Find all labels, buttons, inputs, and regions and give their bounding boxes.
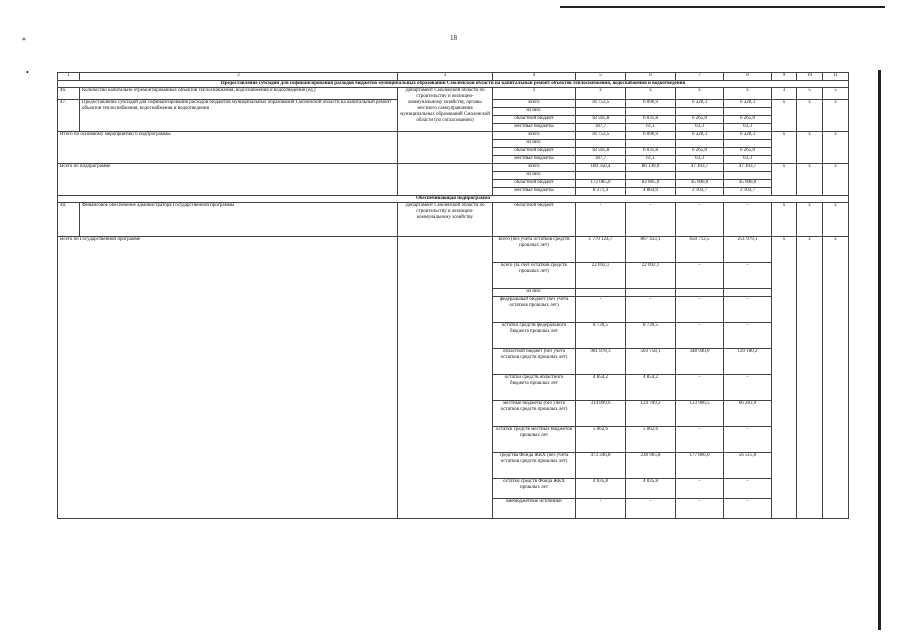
value: 348 940,0 bbox=[676, 349, 724, 375]
indicator: х bbox=[772, 237, 797, 519]
row-num: 48. bbox=[58, 203, 80, 237]
value: 123 906,5 bbox=[676, 401, 724, 427]
value: - bbox=[724, 479, 772, 499]
value: 4 064,0 bbox=[626, 188, 676, 196]
program-table bbox=[57, 72, 849, 519]
value: - bbox=[676, 263, 724, 289]
value bbox=[626, 108, 676, 116]
value: - bbox=[626, 499, 676, 519]
value bbox=[724, 289, 772, 297]
value: 177 866,0 bbox=[676, 453, 724, 479]
row-name: Всего по подпрограмме bbox=[58, 164, 398, 196]
value bbox=[676, 108, 724, 116]
source: областной бюджет bbox=[493, 116, 576, 124]
indicator: х bbox=[797, 164, 823, 196]
right-edge-bar bbox=[878, 70, 881, 630]
source: средства Фонда ЖКХ (без учета остатков средств прошлых лет) bbox=[493, 453, 576, 479]
row-name: Предоставление субсидий для софинансирования расходов бюджетов муниципальных образований Смоленской области на капитальный ремонт объектов теплоснабжения, водоснабжения и водоотведения bbox=[80, 100, 398, 132]
row-name: Финансовое обеспечение администратора Государственной программы bbox=[80, 203, 398, 237]
col-num: 3 bbox=[398, 73, 493, 81]
indicator: х bbox=[797, 100, 823, 132]
source: всего (без учета остатков средств прошлых лет) bbox=[493, 237, 576, 263]
value bbox=[676, 140, 724, 148]
value bbox=[626, 172, 676, 180]
source: из них: bbox=[493, 108, 576, 116]
col-num: 1 bbox=[58, 73, 80, 81]
value: 45 000,0 bbox=[676, 180, 724, 188]
indicator: х bbox=[823, 164, 849, 196]
col-num: 11 bbox=[823, 73, 849, 81]
table-row bbox=[58, 132, 849, 140]
value: 129 180,2 bbox=[724, 349, 772, 375]
source: из них: bbox=[493, 140, 576, 148]
source: областной бюджет bbox=[493, 180, 576, 188]
value: 22 692,1 bbox=[576, 263, 626, 289]
executor-empty bbox=[398, 164, 493, 196]
value: 867 433,1 bbox=[626, 237, 676, 263]
indicator: х bbox=[823, 100, 849, 132]
value: 6 265,0 bbox=[724, 148, 772, 156]
value: 503 758,1 bbox=[626, 349, 676, 375]
indicator: 5 bbox=[797, 88, 823, 100]
value bbox=[626, 289, 676, 297]
value: - bbox=[724, 297, 772, 323]
value: 6 265,0 bbox=[676, 116, 724, 124]
header-row bbox=[58, 73, 849, 81]
col-num: 2 bbox=[80, 73, 398, 81]
source: всего bbox=[493, 164, 576, 172]
value: - bbox=[676, 479, 724, 499]
col-num: 5 bbox=[576, 73, 626, 81]
value: 61,1 bbox=[626, 156, 676, 164]
value bbox=[576, 108, 626, 116]
value: 63,3 bbox=[676, 156, 724, 164]
indicator: х bbox=[797, 203, 823, 237]
source: местные бюджеты bbox=[493, 156, 576, 164]
value: 251 979,1 bbox=[724, 237, 772, 263]
value: 18 565,8 bbox=[576, 116, 626, 124]
section-title: Обеспечивающая подпрограмма bbox=[58, 196, 849, 203]
indicator: х bbox=[772, 203, 797, 237]
indicator: х bbox=[772, 132, 797, 164]
value bbox=[626, 140, 676, 148]
value: - bbox=[576, 203, 626, 237]
source: остатки средств федерального бюджета прошлых лет bbox=[493, 323, 576, 349]
indicator: х bbox=[823, 237, 849, 519]
value: 2 103,7 bbox=[676, 188, 724, 196]
value: 6 035,8 bbox=[626, 116, 676, 124]
value bbox=[724, 172, 772, 180]
source: всего bbox=[493, 132, 576, 140]
value: 4 035,8 bbox=[626, 479, 676, 499]
row-name: Итого по основному мероприятию 6 подпрограммы bbox=[58, 132, 398, 164]
executor: Департамент Смоленской области по строительству и жилищно-коммунальному хозяйству bbox=[398, 203, 493, 237]
value: 5 062,6 bbox=[576, 427, 626, 453]
value: 6 096,9 bbox=[626, 132, 676, 140]
value bbox=[724, 140, 772, 148]
indicator: х bbox=[797, 132, 823, 164]
source: остатки средств Фонда ЖКХ прошлых лет bbox=[493, 479, 576, 499]
value: 47 103,7 bbox=[676, 164, 724, 172]
value: 8 739,5 bbox=[576, 323, 626, 349]
row-num: 47. bbox=[58, 100, 80, 132]
value: 18 753,5 bbox=[576, 100, 626, 108]
table-row bbox=[58, 203, 849, 237]
value: 18 753,5 bbox=[576, 132, 626, 140]
source: из них: bbox=[493, 289, 576, 297]
col-num: 8 bbox=[724, 73, 772, 81]
indicator: х bbox=[772, 100, 797, 132]
value: - bbox=[724, 323, 772, 349]
source: местные бюджеты (без учета остатков средств прошлых лет) bbox=[493, 401, 576, 427]
source: внебюджетные источники bbox=[493, 499, 576, 519]
value: - bbox=[676, 499, 724, 519]
value: 18 565,8 bbox=[576, 148, 626, 156]
source: местные бюджеты bbox=[493, 188, 576, 196]
value bbox=[676, 289, 724, 297]
indicator: 3 bbox=[772, 88, 797, 100]
value: 8 271,4 bbox=[576, 188, 626, 196]
value: 6 265,0 bbox=[676, 148, 724, 156]
value: - bbox=[576, 297, 626, 323]
value: 63,3 bbox=[676, 124, 724, 132]
value: 187,7 bbox=[576, 124, 626, 132]
value: 6 096,9 bbox=[626, 100, 676, 108]
value: 1 770 124,7 bbox=[576, 237, 626, 263]
value: 6 328,3 bbox=[724, 100, 772, 108]
source: федеральный бюджет (без учета остатков прошлых лет) bbox=[493, 297, 576, 323]
value: 6 035,8 bbox=[626, 148, 676, 156]
executor-empty bbox=[398, 132, 493, 164]
value: 47 103,7 bbox=[724, 164, 772, 172]
value: 8 739,5 bbox=[626, 323, 676, 349]
source: местные бюджеты bbox=[493, 124, 576, 132]
value: - bbox=[676, 297, 724, 323]
value: 124 709,2 bbox=[626, 401, 676, 427]
table-row bbox=[58, 237, 849, 263]
executor: Департамент Смоленской области по строительству и жилищно-коммунальному хозяйству, органы местного самоуправления муниципальных образований Смоленской области (по согласованию) bbox=[398, 88, 493, 132]
value: - bbox=[626, 297, 676, 323]
value: - bbox=[724, 499, 772, 519]
table-row bbox=[58, 164, 849, 172]
source: х bbox=[493, 88, 576, 100]
value: - bbox=[676, 375, 724, 401]
value: 6 265,0 bbox=[724, 116, 772, 124]
page-number: 18 bbox=[450, 34, 457, 42]
row-name: Всего по Государственной программе bbox=[58, 237, 398, 519]
value: х bbox=[576, 88, 626, 100]
value: - bbox=[576, 499, 626, 519]
value: - bbox=[626, 203, 676, 237]
source: всего (за счет остатков средств прошлых лет) bbox=[493, 263, 576, 289]
corner-mark: * bbox=[22, 36, 26, 45]
value: - bbox=[724, 263, 772, 289]
value bbox=[576, 289, 626, 297]
value: 981 878,3 bbox=[576, 349, 626, 375]
value: 4 854,2 bbox=[626, 375, 676, 401]
value: 238 965,8 bbox=[626, 453, 676, 479]
indicator: х bbox=[823, 203, 849, 237]
value: - bbox=[724, 375, 772, 401]
value: - bbox=[676, 203, 724, 237]
margin-mark: • bbox=[26, 68, 29, 77]
value: 63,3 bbox=[724, 156, 772, 164]
source: областной бюджет bbox=[493, 148, 576, 156]
value: 650 712,5 bbox=[676, 237, 724, 263]
section-row bbox=[58, 196, 849, 203]
value: 314 899,6 bbox=[576, 401, 626, 427]
value: 473 346,8 bbox=[576, 453, 626, 479]
col-num: 9 bbox=[772, 73, 797, 81]
value: х bbox=[676, 88, 724, 100]
row-num: 46. bbox=[58, 88, 80, 100]
value bbox=[676, 172, 724, 180]
value: - bbox=[724, 427, 772, 453]
value: - bbox=[676, 427, 724, 453]
col-num: 4 bbox=[493, 73, 576, 81]
indicator: х bbox=[772, 164, 797, 196]
value: 4 035,8 bbox=[576, 479, 626, 499]
indicator: х bbox=[797, 237, 823, 519]
value: 22 692,1 bbox=[626, 263, 676, 289]
value: 6 328,3 bbox=[676, 132, 724, 140]
value: 5 062,6 bbox=[626, 427, 676, 453]
table-row bbox=[58, 88, 849, 100]
indicator: х bbox=[823, 132, 849, 164]
value bbox=[576, 172, 626, 180]
source: из них: bbox=[493, 172, 576, 180]
row-name: Количество капитально отремонтированных объектов теплоснабжения, водоснабжения и водоотведения (ед.) bbox=[80, 88, 398, 100]
top-rule bbox=[560, 6, 885, 8]
value: 180 356,4 bbox=[576, 164, 626, 172]
source: остатки средств областного бюджета прошлых лет bbox=[493, 375, 576, 401]
value: - bbox=[724, 203, 772, 237]
indicator: 5 bbox=[823, 88, 849, 100]
value: 82 085,0 bbox=[626, 180, 676, 188]
col-num: 10 bbox=[797, 73, 823, 81]
source: остатки средств местных бюджетов прошлых лет bbox=[493, 427, 576, 453]
value: 61,1 bbox=[626, 124, 676, 132]
value: 63,3 bbox=[724, 124, 772, 132]
col-num: 7 bbox=[676, 73, 724, 81]
section-row bbox=[58, 81, 849, 88]
value: 6 328,3 bbox=[676, 100, 724, 108]
value bbox=[724, 108, 772, 116]
value: 187,7 bbox=[576, 156, 626, 164]
value: х bbox=[626, 88, 676, 100]
value: 2 103,7 bbox=[724, 188, 772, 196]
value: 56 515,0 bbox=[724, 453, 772, 479]
value: 6 328,3 bbox=[724, 132, 772, 140]
value bbox=[576, 140, 626, 148]
source: всего bbox=[493, 100, 576, 108]
value: 86 149,0 bbox=[626, 164, 676, 172]
source: областной бюджет bbox=[493, 203, 576, 237]
value: 45 000,0 bbox=[724, 180, 772, 188]
source: областной бюджет (без учета остатков средств прошлых лет) bbox=[493, 349, 576, 375]
col-num: 6 bbox=[626, 73, 676, 81]
value: 4 854,2 bbox=[576, 375, 626, 401]
value: 66 283,9 bbox=[724, 401, 772, 427]
section-title: Предоставление субсидий для софинансирования расходов бюджетов муниципальных образований Смоленской области на капитальный ремонт объектов теплоснабжения, водоснабжения и водоотведения bbox=[58, 81, 849, 88]
value: 172 085,0 bbox=[576, 180, 626, 188]
value: х bbox=[724, 88, 772, 100]
value: - bbox=[676, 323, 724, 349]
executor-empty bbox=[398, 237, 493, 519]
